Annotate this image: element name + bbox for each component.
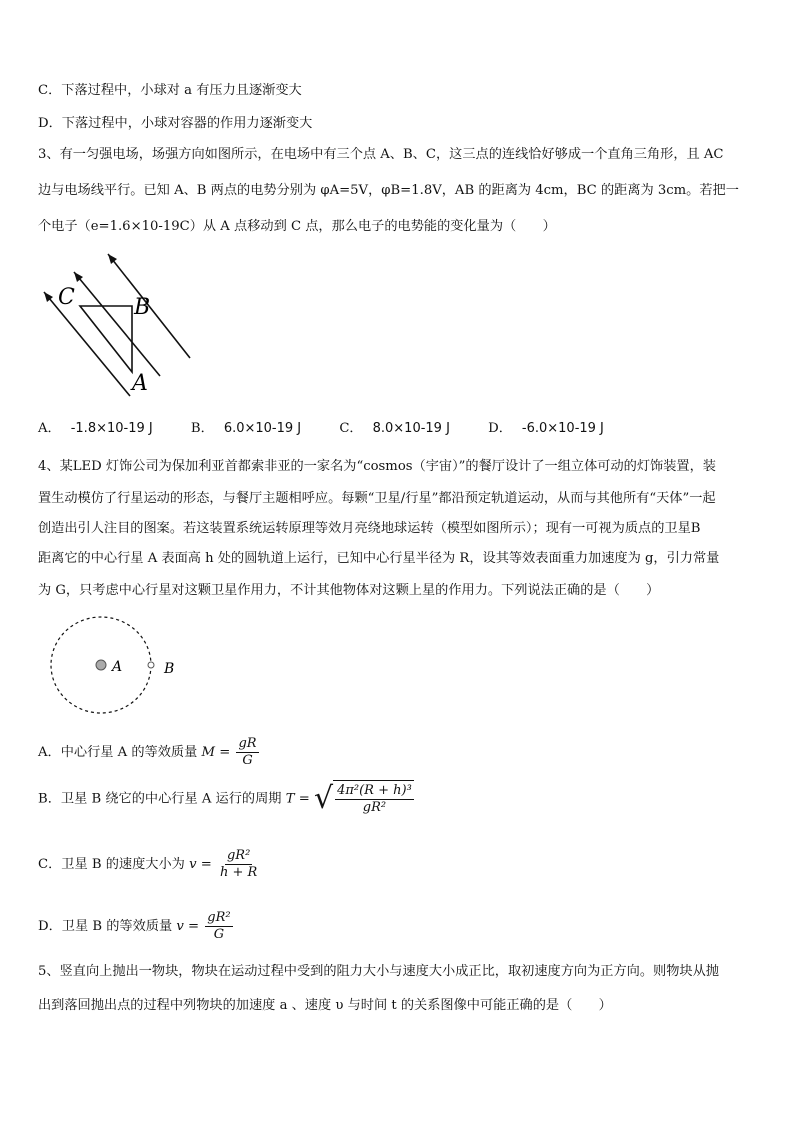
label-b: B (134, 295, 151, 320)
q3-options (38, 420, 638, 438)
q3-text-line2: 边与电场线平行。已知 A、B 两点的电势分别为 φA=5V，φB=1.8V，AB 的距离为 4cm，BC 的距离为 3cm。若把一 (38, 183, 739, 198)
label-a: A (132, 371, 148, 396)
q5-text-line1: 5、竖直向上抛出一物块，物块在运动过程中受到的阻力大小与速度大小成正比，取初速度方向为正方向。则物块从抛 (38, 964, 719, 979)
q3-option-c: C． 8.0×10-19 J (339, 421, 450, 436)
q4-text-line3: 创造出引人注目的图案。若这装置系统运转原理等效月亮绕地球运转（模型如图所示）；现有一可视为质点的卫星B (38, 521, 701, 536)
q4-text-line2: 置生动模仿了行星运动的形态，与餐厅主题相呼应。每颗“卫星/行星”都沿预定轨道运动，从而与其他所有“天体”一起 (38, 491, 716, 506)
q3-option-b: B． 6.0×10-19 J (190, 421, 302, 436)
q3-option-d: D． -6.0×10-19 J (488, 421, 604, 436)
label-c: C (58, 285, 75, 310)
q4-option-a: A．中心行星 A 的等效质量 M = $\frac{gR}{G}$ (38, 736, 257, 768)
q4-option-d: D．卫星 B 的等效质量 v = $\frac{\text{gR²}}{G}$ (38, 910, 231, 942)
field-line-1 (44, 292, 130, 396)
q3-option-a: A． -1.8×10-19 J (38, 421, 153, 436)
satellite-b-dot (148, 662, 154, 668)
q4-orbit-diagram (50, 615, 190, 720)
q2-option-d: D．下落过程中，小球对容器的作用力逐渐变大 (38, 116, 313, 131)
q4-option-b: B．卫星 B 绕它的中心行星 A 运行的周期 T = √ $\frac{\text{4π²(R + h)³}}{\text{gR²}}$ (38, 781, 412, 816)
label-a: A (112, 659, 123, 675)
q4-text-line5: 为 G，只考虑中心行星对这颗卫星作用力，不计其他物体对这颗上星的作用力。下列说法正确的是（ ） (38, 583, 660, 598)
field-line-2 (74, 272, 160, 376)
q4-text-line1: 4、某LED 灯饰公司为保加利亚首都索非亚的一家名为“cosmos（宇宙）”的餐厅设计了一组立体可动的灯饰装置，装 (38, 459, 716, 474)
q4-text-line4: 距离它的中心行星 A 表面高 h 处的圆轨道上运行，已知中心行星半径为 R，设其等效表面重力加速度为 g，引力常量 (38, 551, 720, 566)
label-b: B (164, 661, 175, 677)
planet-a-dot (96, 660, 106, 670)
q3-field-diagram (38, 248, 198, 398)
q5-text-line2: 出到落回抛出点的过程中列物块的加速度 a 、速度 υ 与时间 t 的关系图像中可能正确的是（ ） (38, 998, 612, 1013)
q3-text-line3: 个电子（e=1.6×10-19C）从 A 点移动到 C 点，那么电子的电势能的变化量为（ ） (38, 219, 556, 234)
q2-option-c: C．下落过程中，小球对 a 有压力且逐渐变大 (38, 83, 302, 98)
triangle-abc (80, 306, 132, 372)
q3-text-line1: 3、有一匀强电场，场强方向如图所示，在电场中有三个点 A、B、C，这三点的连线恰好够成一个直角三角形，且 AC (38, 147, 724, 162)
q4-option-c: C．卫星 B 的速度大小为 v = $\frac{\text{gR²}}{h + R}$ (38, 848, 258, 880)
